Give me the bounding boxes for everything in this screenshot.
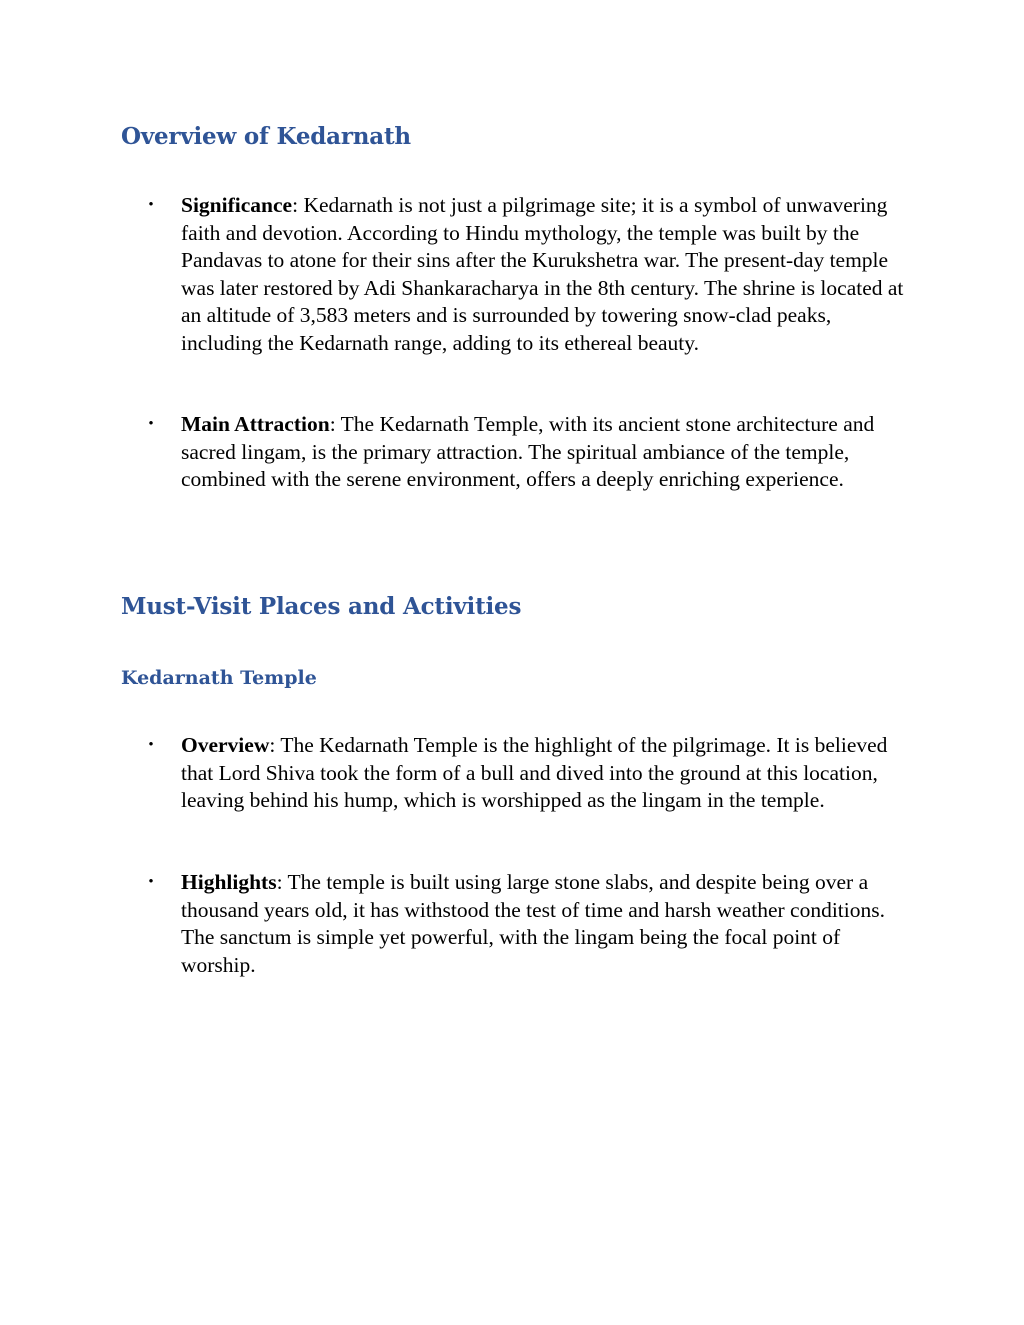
item-term: Highlights: [181, 870, 277, 894]
item-text: : The Kedarnath Temple is the highlight of the pilgrimage. It is believed that Lord Shiva took the form of a bull and dived into the ground at this location, leaving behind his hump, which is worshipped as the lingam in the temple.: [181, 733, 888, 812]
subsection-heading-kedarnath-temple: Kedarnath Temple: [121, 667, 317, 689]
bullet-icon: •: [148, 737, 154, 753]
item-term: Significance: [181, 193, 293, 217]
list-item-highlights: [148, 869, 911, 979]
item-text: : The temple is built using large stone slabs, and despite being over a thousand years old, it has withstood the test of time and harsh weather conditions. The sanctum is simple yet powerful, with the lingam being the focal point of worship.: [181, 870, 885, 977]
bullet-icon: •: [148, 197, 154, 213]
bullet-icon: •: [148, 874, 154, 890]
section-heading-must-visit: Must-Visit Places and Activities: [121, 593, 522, 620]
item-text: : The Kedarnath Temple, with its ancient stone architecture and sacred lingam, is the primary attraction. The spiritual ambiance of the temple, combined with the serene environment, offers a deeply enriching experience.: [181, 412, 875, 491]
list-item-overview: [148, 732, 911, 815]
item-term: Main Attraction: [181, 412, 330, 436]
list-item-significance: [148, 192, 911, 357]
section-heading-overview: Overview of Kedarnath: [121, 123, 411, 150]
bullet-icon: •: [148, 416, 154, 432]
list-item-main-attraction: [148, 411, 911, 494]
item-text: : Kedarnath is not just a pilgrimage site; it is a symbol of unwavering faith and devotion. According to Hindu mythology, the temple was built by the Pandavas to atone for their sins after the Kurukshetra war. The present-day temple was later restored by Adi Shankaracharya in the 8th century. The shrine is located at an altitude of 3,583 meters and is surrounded by towering snow-clad peaks, including the Kedarnath range, adding to its ethereal beauty.: [181, 193, 904, 355]
item-term: Overview: [181, 733, 270, 757]
